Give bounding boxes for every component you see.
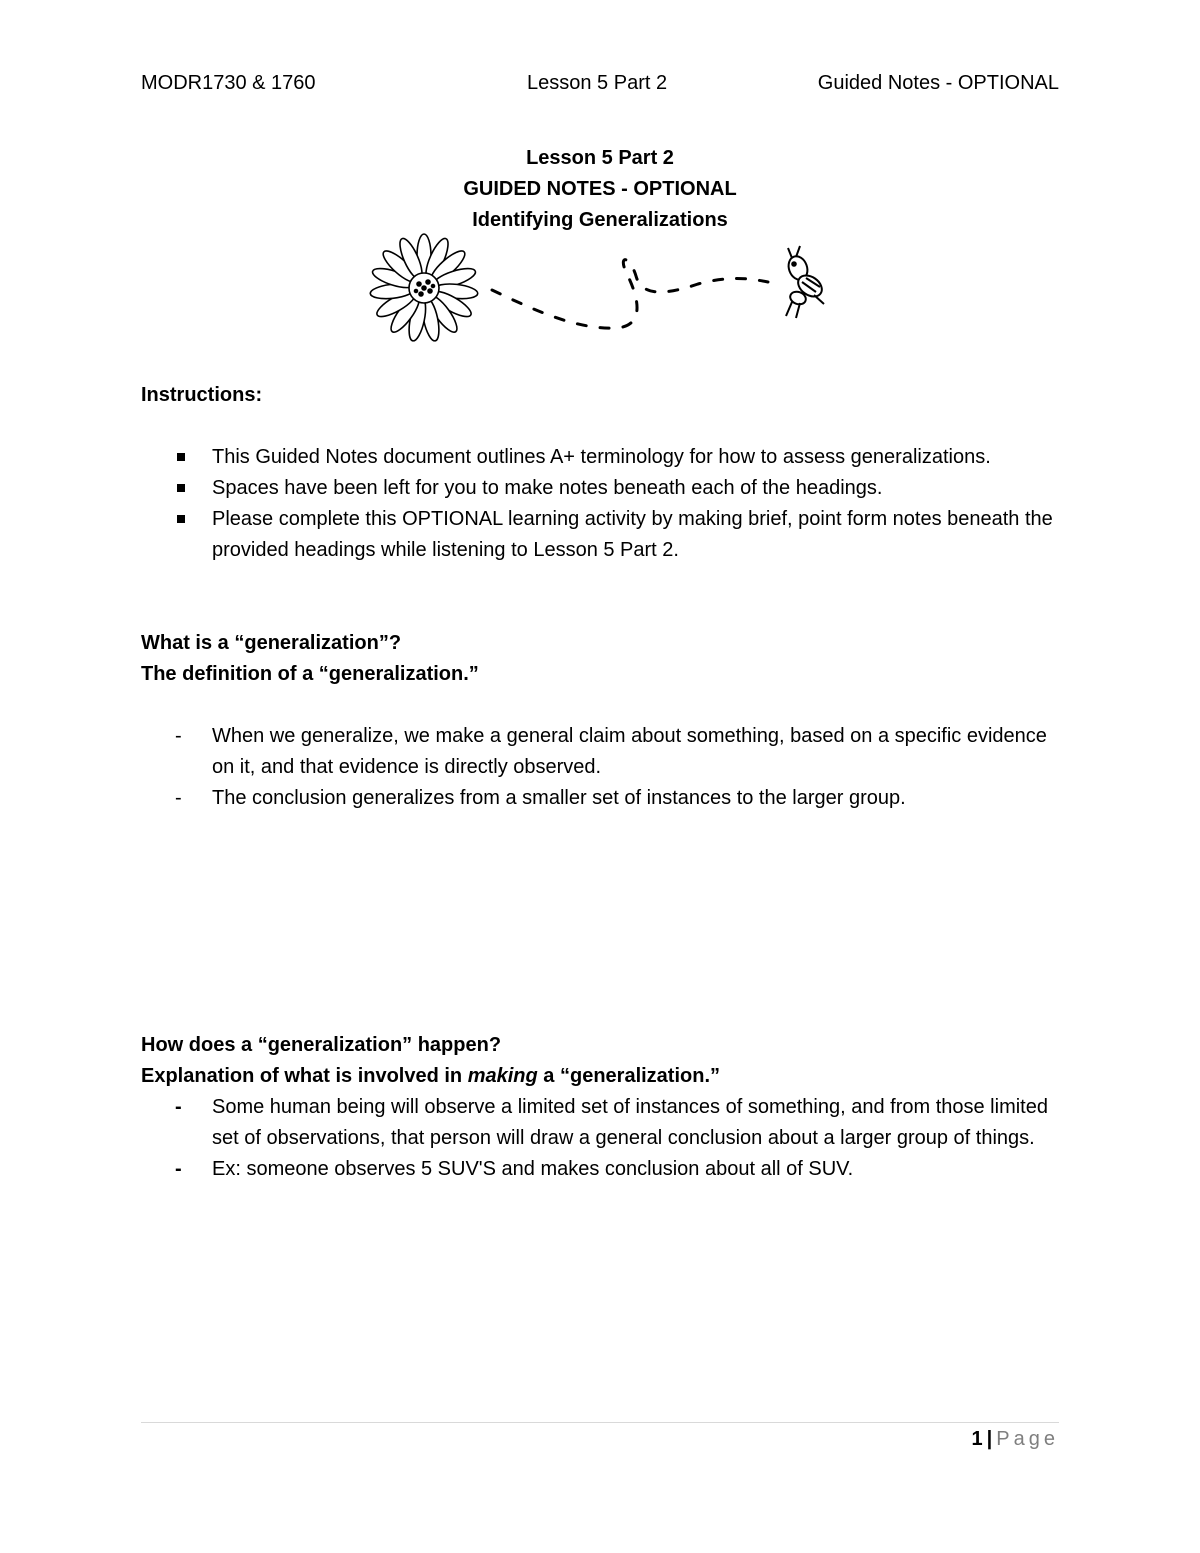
note-text: The conclusion generalizes from a smaller set of instances to the larger group. — [212, 787, 906, 809]
square-bullet-icon — [177, 515, 185, 523]
daisy-icon — [370, 234, 479, 342]
note-text: Some human being will observe a limited set of instances of something, and from those limited set of observations, that person will draw a general conclusion about a larger group of things. — [212, 1096, 1048, 1149]
section-what-is-heading: What is a “generalization”? — [141, 632, 402, 654]
title-block — [0, 143, 1200, 236]
dash-bullet-icon: - — [175, 1158, 182, 1180]
bee-icon — [785, 246, 825, 318]
note-text: When we generalize, we make a general claim about something, based on a specific evidence on it, and that evidence is directly observed. — [212, 725, 1047, 778]
header-lesson: Lesson 5 Part 2 — [527, 72, 668, 94]
header-course-code: MODR1730 & 1760 — [141, 72, 316, 94]
list-item — [141, 473, 1059, 504]
footer-divider — [141, 1422, 1059, 1423]
list-item — [141, 721, 1059, 783]
definition-notes-list — [141, 721, 1059, 814]
instructions-heading: Instructions: — [141, 384, 263, 406]
explanation-heading-post: a “generalization.” — [537, 1065, 721, 1087]
square-bullet-icon — [177, 484, 185, 492]
explanation-heading-emphasis: making — [467, 1065, 538, 1087]
page-label: Page — [996, 1428, 1059, 1450]
note-text: Ex: someone observes 5 SUV'S and makes conclusion about all of SUV. — [212, 1158, 854, 1180]
title-guided-notes: GUIDED NOTES - OPTIONAL — [463, 178, 737, 200]
page-footer — [972, 1428, 1059, 1451]
list-item — [141, 1154, 1059, 1185]
list-item — [141, 1092, 1059, 1154]
explanation-heading-pre: Explanation of what is involved in — [141, 1065, 468, 1087]
instruction-text: Spaces have been left for you to make notes beneath each of the headings. — [212, 477, 883, 499]
square-bullet-icon — [177, 453, 185, 461]
section-explanation-heading — [141, 1061, 720, 1092]
dash-bullet-icon: - — [175, 787, 182, 809]
header-doc-type: Guided Notes - OPTIONAL — [817, 72, 1059, 94]
instruction-text: Please complete this OPTIONAL learning activity by making brief, point form notes beneath the provided headings while listening to Lesson 5 Part 2. — [212, 508, 1053, 561]
list-item — [141, 783, 1059, 814]
instructions-list — [141, 442, 1059, 566]
page-header — [141, 72, 1059, 100]
title-lesson: Lesson 5 Part 2 — [526, 147, 674, 169]
explanation-notes-list — [141, 1092, 1059, 1185]
title-topic: Identifying Generalizations — [472, 209, 728, 231]
list-item — [141, 442, 1059, 473]
dash-bullet-icon: - — [175, 725, 182, 747]
flower-and-bee-illustration — [368, 232, 834, 350]
dash-bullet-icon: - — [175, 1096, 182, 1118]
instruction-text: This Guided Notes document outlines A+ terminology for how to assess generalizations. — [212, 446, 991, 468]
section-how-heading: How does a “generalization” happen? — [141, 1034, 502, 1056]
flight-path-dashes — [492, 260, 768, 328]
section-definition-heading: The definition of a “generalization.” — [141, 663, 479, 685]
footer-separator: | — [986, 1428, 993, 1450]
list-item — [141, 504, 1059, 566]
page-number: 1 — [971, 1428, 983, 1450]
